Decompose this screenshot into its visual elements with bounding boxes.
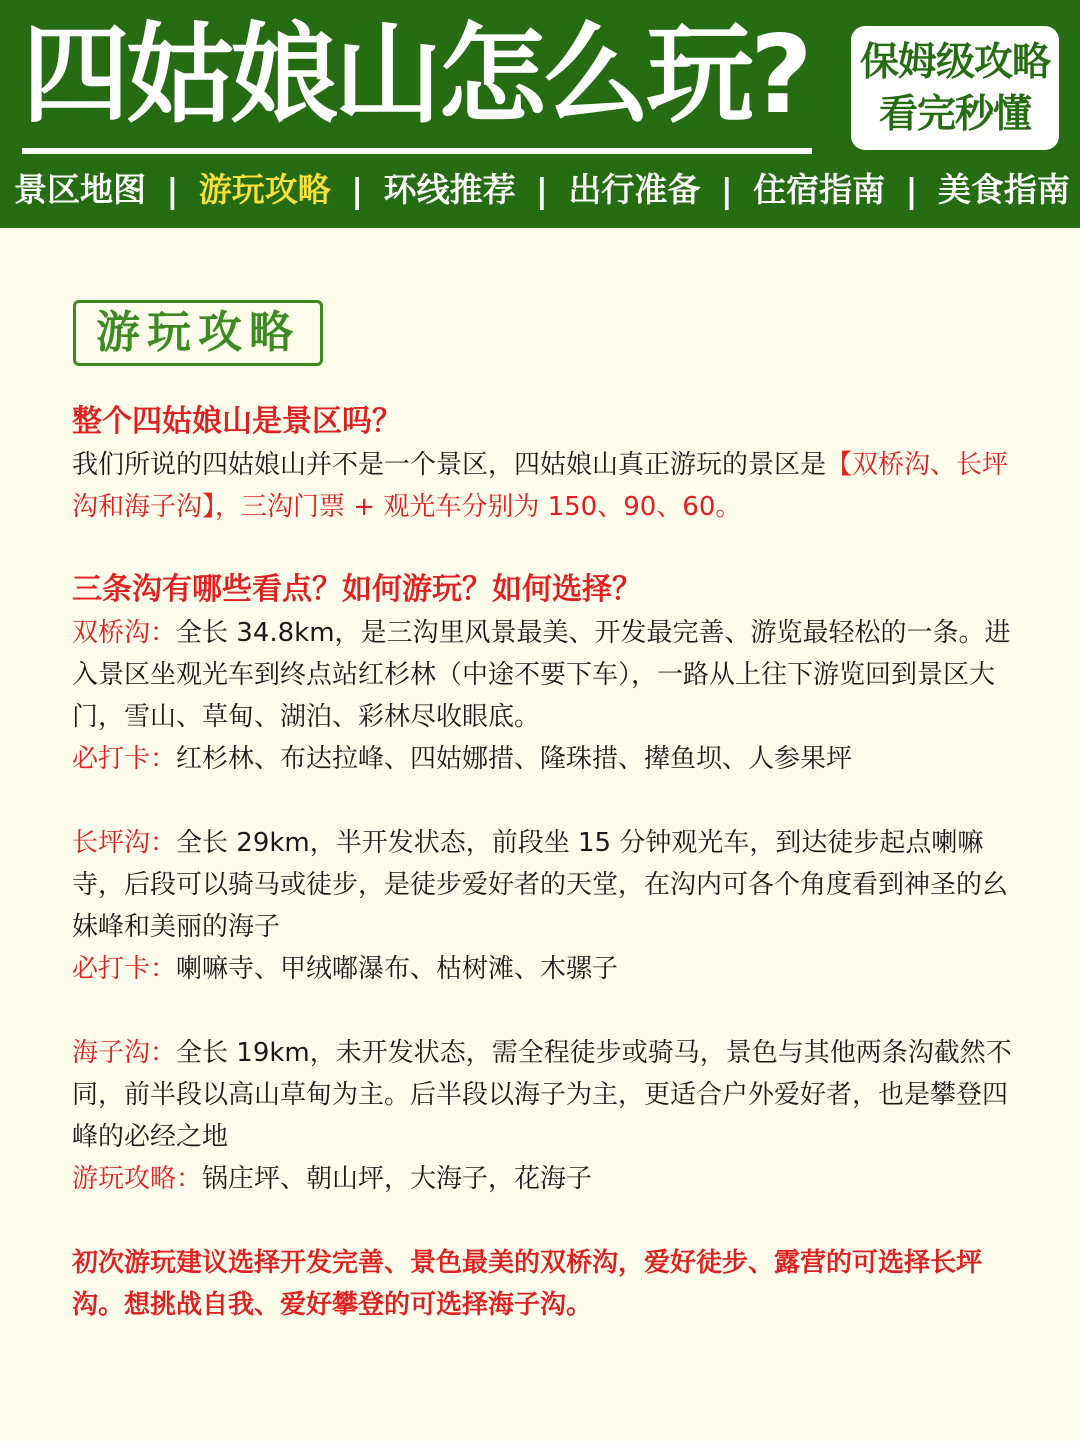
valley-name: 长坪沟：: [72, 828, 177, 858]
valley-spots: [72, 948, 1012, 990]
valley-block-shuangqiao: [72, 612, 1012, 780]
section-title: 游玩攻略: [96, 307, 300, 358]
page-title: 四姑娘山怎么玩?: [22, 13, 809, 138]
nav-item-loop-routes[interactable]: 环线推荐: [383, 170, 516, 209]
category-nav: [14, 164, 1070, 216]
valley-block-haizi: [72, 1032, 1012, 1200]
spots-list: 红杉林、布达拉峰、四姑娜措、隆珠措、撵鱼坝、人参果坪: [176, 744, 853, 774]
spots-label: 必打卡：: [72, 744, 177, 774]
valley-description: [72, 1032, 1012, 1158]
nav-item-preparation[interactable]: 出行准备: [568, 170, 701, 209]
faq-question-1: 整个四姑娘山是景区吗？: [72, 404, 402, 439]
header-banner: [0, 0, 1080, 228]
badge-line-2: 看完秒懂: [878, 92, 1031, 137]
nav-separator: |: [166, 170, 179, 210]
valley-text: 全长 29km，半开发状态，前段坐 15 分钟观光车，到达徒步起点喇嘛寺，后段可以骑马或徒步，是徒步爱好者的天堂，在沟内可各个角度看到神圣的幺妹峰和美丽的海子: [72, 828, 1009, 942]
spots-list: 锅庄坪、朝山坪，大海子，花海子: [202, 1164, 593, 1194]
valley-block-changping: [72, 822, 1012, 990]
nav-separator: |: [535, 170, 548, 210]
nav-separator: |: [905, 170, 918, 210]
valley-name: 海子沟：: [72, 1038, 177, 1068]
valley-text: 全长 19km，未开发状态，需全程徒步或骑马，景色与其他两条沟截然不同，前半段以高山草甸为主。后半段以海子为主，更适合户外爱好者，也是攀登四峰的必经之地: [72, 1038, 1012, 1152]
article-content: [72, 400, 1012, 1326]
recommendation-text: 初次游玩建议选择开发完善、景色最美的双桥沟，爱好徒步、露营的可选择长坪沟。想挑战自我、爱好攀登的可选择海子沟。: [72, 1248, 983, 1320]
spots-label: 必打卡：: [72, 954, 177, 984]
spots-label: 游玩攻略：: [72, 1164, 203, 1194]
badge-line-1: 保姆级攻略: [859, 40, 1050, 85]
title-underline: [22, 148, 812, 154]
valley-description: [72, 822, 1012, 948]
faq-answer-1-highlight: 【双桥沟、长坪沟和海子沟】，三沟门票 + 观光车分别为 150、90、60。: [72, 450, 1009, 522]
nav-item-accommodation[interactable]: 住宿指南: [753, 170, 886, 209]
faq-answer-1-text: 我们所说的四姑娘山并不是一个景区，四姑娘山真正游玩的景区是: [72, 450, 827, 480]
guide-badge: [851, 26, 1059, 150]
nav-separator: |: [720, 170, 733, 210]
nav-item-guide[interactable]: 游玩攻略: [198, 170, 331, 209]
section-heading-box: [73, 300, 323, 366]
spots-list: 喇嘛寺、甲绒嘟瀑布、枯树滩、木骡子: [176, 954, 619, 984]
valley-name: 双桥沟：: [72, 618, 177, 648]
valley-text: 全长 34.8km，是三沟里风景最美、开发最完善、游览最轻松的一条。进入景区坐观光车到终点站红杉林（中途不要下车），一路从上往下游览回到景区大门，雪山、草甸、湖泊、彩林尽收眼底。: [72, 618, 1011, 732]
valley-description: [72, 612, 1012, 738]
nav-separator: |: [351, 170, 364, 210]
faq-answer-1: [72, 444, 1012, 528]
valley-spots: [72, 738, 1012, 780]
nav-item-map[interactable]: 景区地图: [14, 170, 146, 209]
faq-question-2: 三条沟有哪些看点？如何游玩？如何选择？: [72, 572, 642, 607]
nav-item-food[interactable]: 美食指南: [937, 170, 1070, 209]
valley-spots: [72, 1158, 1012, 1200]
